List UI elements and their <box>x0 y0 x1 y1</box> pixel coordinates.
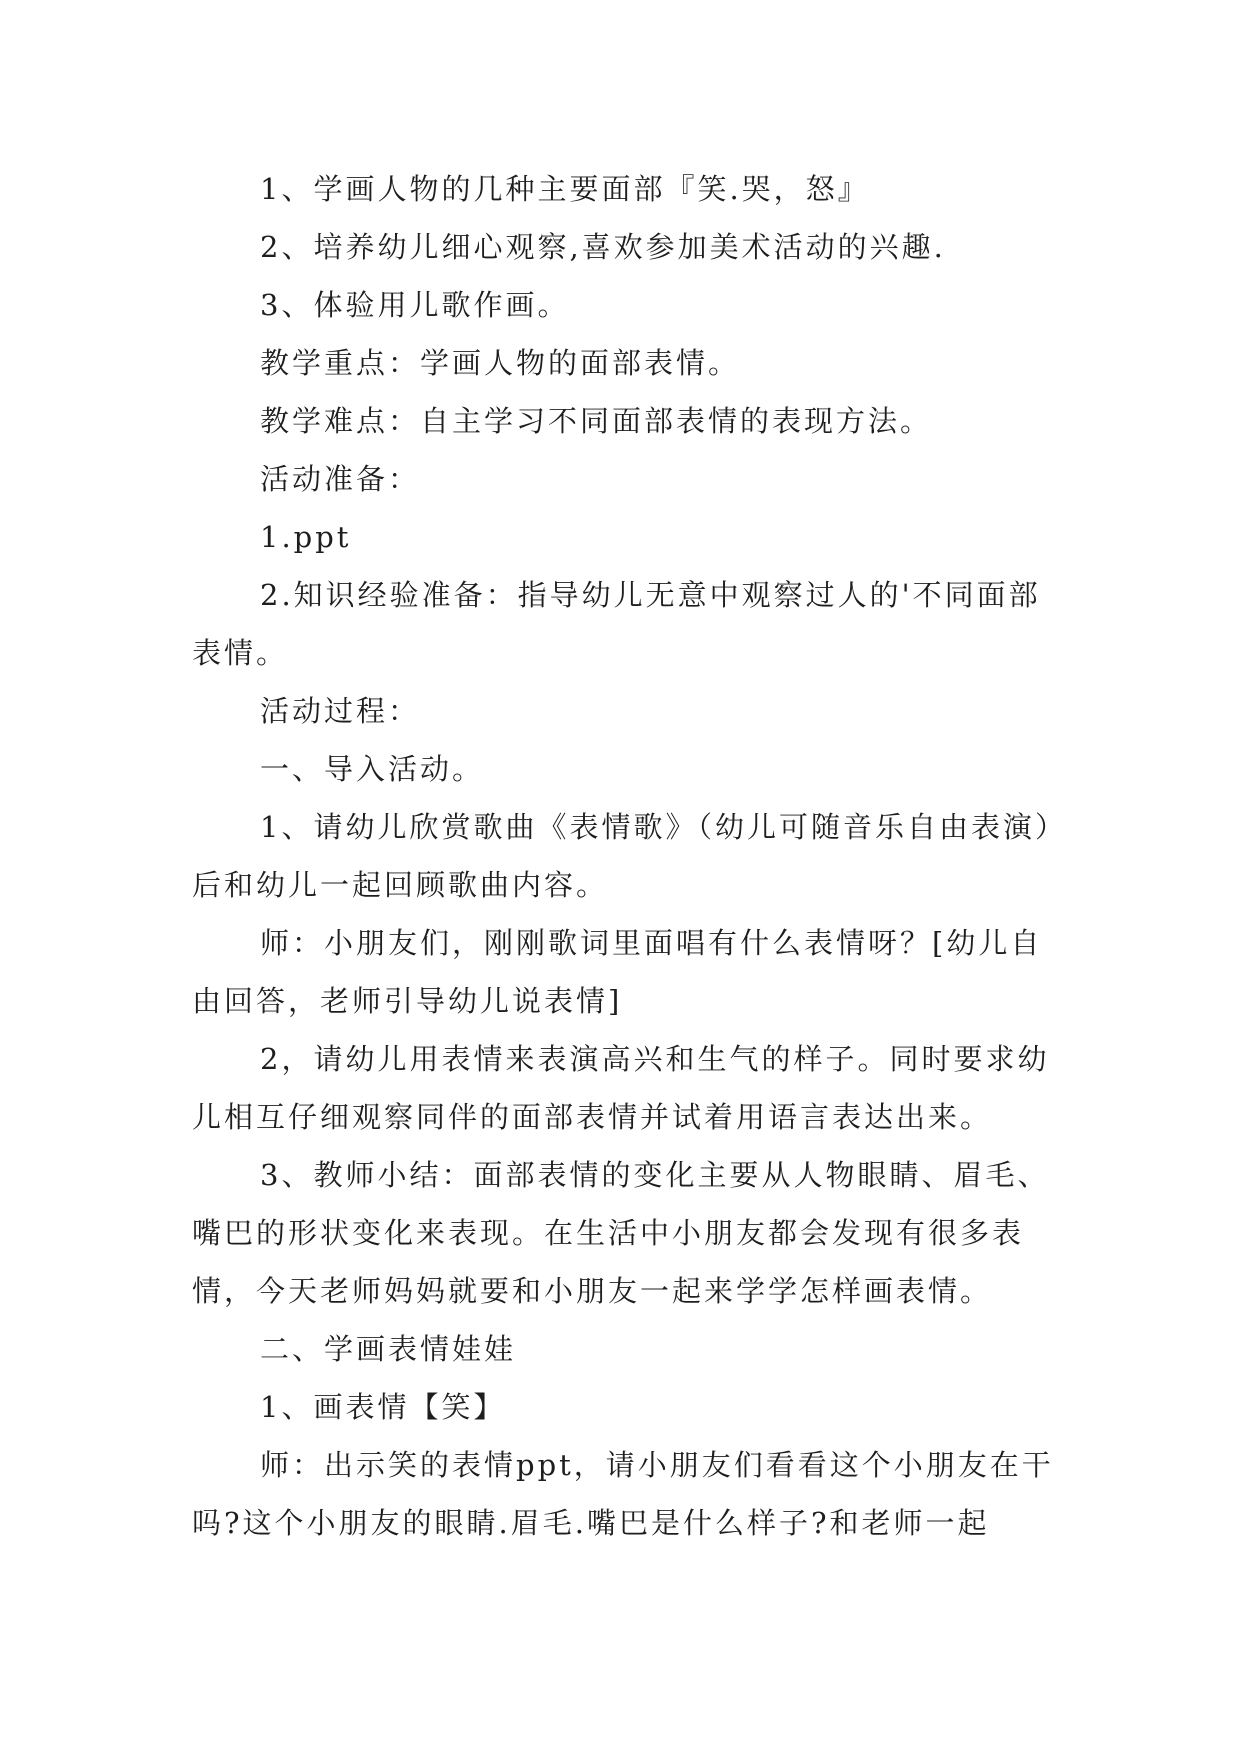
paragraph: 2，请幼儿用表情来表演高兴和生气的样子。同时要求幼儿相互仔细观察同伴的面部表情并试着用语言表达出来。 <box>192 1042 1050 1134</box>
paragraph: 师：出示笑的表情ppt，请小朋友们看看这个小朋友在干吗?这个小朋友的眼睛.眉毛.嘴巴是什么样子?和老师一起 <box>192 1448 1054 1540</box>
paragraph: 教学难点：自主学习不同面部表情的表现方法。 <box>260 404 933 438</box>
paragraph: 师：小朋友们，刚刚歌词里面唱有什么表情呀？[幼儿自由回答，老师引导幼儿说表情] <box>192 926 1043 1018</box>
document-body <box>192 160 1072 1552</box>
paragraph: 1、请幼儿欣赏歌曲《表情歌》（幼儿可随音乐自由表演）后和幼儿一起回顾歌曲内容。 <box>192 810 1067 902</box>
paragraph: 3、体验用儿歌作画。 <box>260 288 570 322</box>
paragraph: 活动准备： <box>260 462 421 496</box>
paragraph: 1、画表情【笑】 <box>260 1390 506 1424</box>
paragraph: 活动过程： <box>260 694 421 728</box>
paragraph: 3、教师小结：面部表情的变化主要从人物眼睛、眉毛、嘴巴的形状变化来表现。在生活中小朋友都会发现有很多表情，今天老师妈妈就要和小朋友一起来学学怎样画表情。 <box>192 1158 1050 1308</box>
paragraph: 2、培养幼儿细心观察,喜欢参加美术活动的兴趣. <box>260 230 946 264</box>
paragraph: 1、学画人物的几种主要面部『笑.哭，怒』 <box>260 172 870 206</box>
paragraph: 1.ppt <box>260 520 352 554</box>
paragraph: 一、导入活动。 <box>260 752 485 786</box>
paragraph: 教学重点：学画人物的面部表情。 <box>260 346 741 380</box>
paragraph: 二、学画表情娃娃 <box>260 1332 517 1366</box>
paragraph: 2.知识经验准备：指导幼儿无意中观察过人的'不同面部表情。 <box>192 578 1041 670</box>
